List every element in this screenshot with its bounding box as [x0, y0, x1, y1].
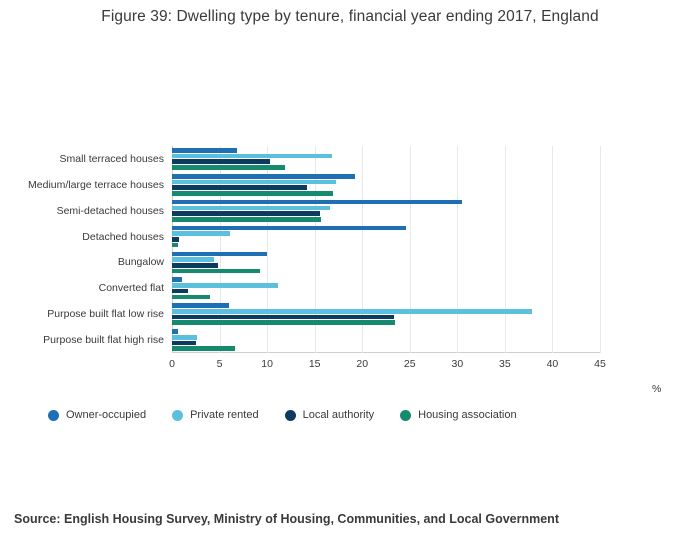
x-axis-tick-label: 45 — [594, 358, 606, 370]
y-axis-category-label: Purpose built flat high rise — [43, 334, 164, 347]
x-axis-tick-label: 35 — [499, 358, 511, 370]
chart-bar — [172, 315, 394, 320]
x-axis-tick-label: 15 — [308, 358, 321, 370]
x-gridline — [600, 146, 601, 353]
chart-bar — [172, 320, 395, 325]
x-axis-tick-label: 0 — [169, 358, 175, 370]
chart-bar — [172, 174, 355, 179]
chart-bar — [172, 269, 260, 274]
chart-bar — [172, 263, 218, 268]
chart-bar — [172, 335, 197, 340]
chart-category-group — [98, 275, 600, 301]
x-axis-tick-label: 10 — [261, 358, 273, 370]
legend-item[interactable] — [48, 409, 146, 421]
legend-swatch-icon — [400, 410, 411, 421]
legend-label: Private rented — [190, 409, 259, 421]
chart-category-group — [47, 301, 600, 327]
y-axis-category-label: Medium/large terrace houses — [28, 178, 164, 191]
legend-label: Owner-occupied — [66, 409, 147, 421]
y-axis-category-label: Detached houses — [82, 230, 164, 243]
legend-swatch-icon — [48, 410, 59, 421]
chart-bar — [172, 148, 237, 153]
chart-category-group — [28, 172, 600, 198]
chart-bar — [172, 252, 267, 257]
chart-bar — [172, 329, 178, 334]
chart-bar — [172, 165, 285, 170]
chart-bar — [172, 154, 332, 159]
x-axis-tick-label: 5 — [216, 358, 223, 370]
legend-label: Local authority — [302, 409, 375, 421]
chart-category-group — [43, 327, 600, 353]
legend-swatch-icon — [285, 410, 296, 421]
legend-item[interactable] — [400, 409, 516, 421]
chart-bar — [172, 289, 188, 294]
legend-item[interactable] — [172, 409, 258, 421]
chart-bar — [172, 231, 230, 236]
chart-bar — [172, 191, 333, 196]
chart-bar — [172, 206, 330, 211]
chart-bar — [172, 257, 214, 262]
y-axis-category-label: Converted flat — [98, 282, 164, 295]
chart-bar — [172, 159, 270, 164]
legend-item[interactable] — [285, 409, 375, 421]
chart-bar — [172, 211, 320, 216]
x-axis-tick-label: 20 — [356, 358, 369, 370]
y-axis-category-label: Purpose built flat low rise — [47, 308, 164, 321]
chart-bar — [172, 341, 196, 346]
chart-bar — [172, 283, 278, 288]
x-axis-tick-label: 40 — [546, 358, 559, 370]
chart-legend — [48, 409, 652, 421]
chart-bar — [172, 180, 336, 185]
page-title: Figure 39: Dwelling type by tenure, financial year ending 2017, England — [101, 8, 599, 25]
chart-bar — [172, 217, 321, 222]
chart-bar — [172, 346, 235, 351]
chart-bar — [172, 295, 210, 300]
chart-bar — [172, 226, 406, 231]
chart-bar — [172, 237, 179, 242]
chart-plot-area — [28, 146, 606, 370]
chart-bar — [172, 277, 182, 282]
legend-swatch-icon — [172, 410, 183, 421]
chart-bar — [172, 309, 532, 314]
chart-bar — [172, 303, 229, 308]
y-axis-category-label: Bungalow — [117, 256, 164, 269]
chart-bar — [172, 243, 178, 248]
legend-label: Housing association — [418, 409, 517, 421]
chart-category-group — [56, 198, 600, 224]
chart-category-group — [59, 146, 600, 172]
x-axis-tick-label: 25 — [403, 358, 416, 370]
y-axis-category-label: Small terraced houses — [59, 152, 164, 165]
chart-category-group — [82, 224, 600, 250]
source-note: Source: English Housing Survey, Ministry of Housing, Communities, and Local Government — [14, 512, 559, 526]
y-axis-category-label: Semi-detached houses — [56, 204, 164, 217]
chart-category-group — [117, 250, 600, 276]
chart-bar — [172, 185, 307, 190]
x-axis-tick-label: 30 — [451, 358, 464, 370]
chart-bar — [172, 200, 462, 205]
x-axis-label: % — [652, 383, 662, 395]
